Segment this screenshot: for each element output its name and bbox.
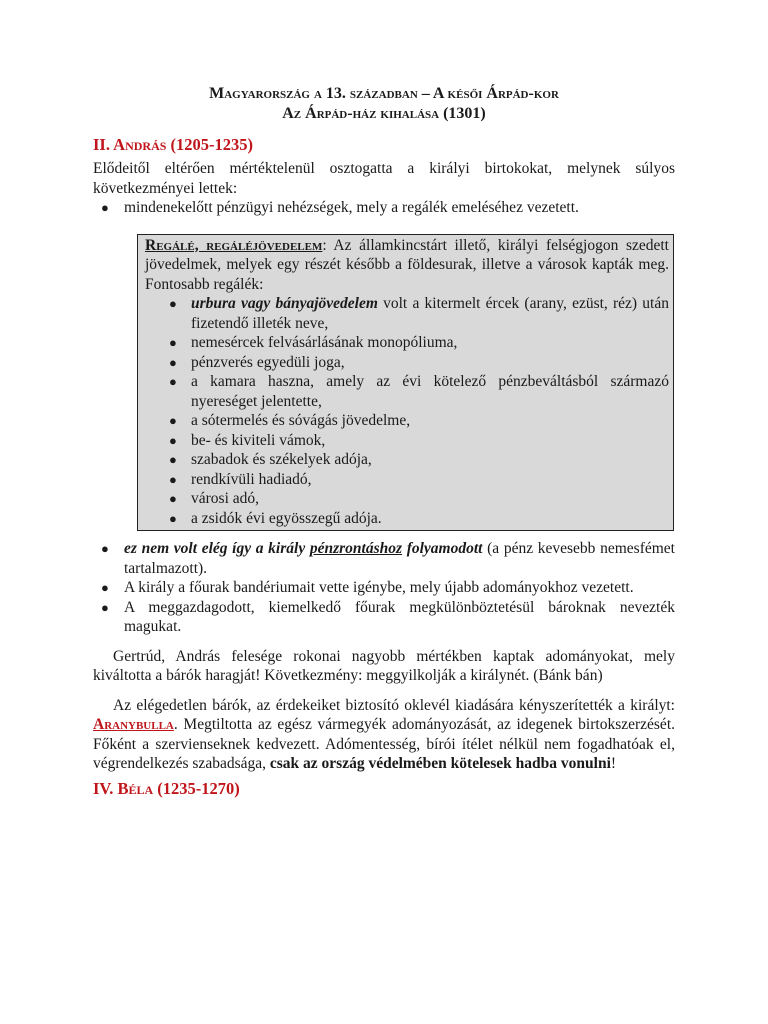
list-item-text: városi adó, [191,490,260,507]
regale-definition-box [137,234,674,532]
bullet-icon: ● [169,413,177,428]
list-item [145,411,669,431]
list-item [145,431,669,451]
list-item [145,489,669,509]
list-item [145,353,669,373]
urbura-text: volt a kitermelt ércek (arany, ezüst, réz) után fizetendő illeték neve, [191,295,669,332]
bullet-icon: ● [101,599,109,615]
regale-term: Regálé, regáléjövedelem [145,236,323,254]
regale-text: : Az államkincstárt illető, királyi felségjogon szedett jövedelmek, melyek egy részét később a földesurak, illetve a városok kapták meg. Fontosabb regálék: [145,236,669,293]
penzrontas-note: (a pénz kevesebb nemesfémet tartalmazott). [124,540,675,577]
consequence-list [93,198,675,218]
regale-list [145,294,669,528]
aranybulla-end: ! [610,755,617,772]
list-item-text: rendkívüli hadiadó, [191,470,312,488]
title-line-1: Magyarország a 13. században – A késői Árpád-kor [209,85,559,102]
list-item-text: A meggazdagodott, kiemelkedő főurak megkülönböztetésül bároknak nevezték magukat. [124,598,675,635]
list-item [93,539,675,578]
bullet-icon: ● [169,491,177,506]
list-item [145,294,669,333]
aranybulla-paragraph [93,696,675,774]
bullet-icon: ● [169,335,177,350]
list-item [93,598,675,637]
section-heading-bela: IV. Béla (1235-1270) [93,778,240,798]
intro-paragraph: Elődeitől eltérően mértéktelenül osztogatta a királyi birtokokat, melynek súlyos következményei lettek: [93,160,675,197]
list-item [93,198,675,218]
aranybulla-text: . Megtiltotta az egész vármegyék adományozását, az idegenek birtokszerzését. Főként a szervienseknek kedvezett. Adómentesség, bírói ítélet nélkül nem fogadhatóak el, végrendelkezés szabadsága, [93,716,675,772]
penzrontas-term: pénzrontáshoz [309,540,403,557]
list-item [145,509,669,529]
bullet-icon: ● [169,296,177,311]
list-item-text: pénzverés egyedüli joga, [191,353,345,371]
bullet-icon: ● [101,541,109,556]
bullet-icon: ● [169,510,177,526]
consequence-list-2 [93,539,675,637]
list-item [145,450,669,470]
list-item-text: mindenekelőtt pénzügyi nehézségek, mely a regálék emeléséhez vezetett. [124,199,579,216]
bullet-icon: ● [169,452,177,467]
list-item-text: a kamara haszna, amely az évi kötelező pénzbeváltásból származó nyereséget jelentette, [191,373,669,410]
list-item [145,333,669,353]
bullet-icon: ● [101,200,109,215]
gertrud-paragraph: Gertrúd, András felesége rokonai nagyobb mértékben kaptak adományokat, mely kiváltotta a bárók haragját! Következmény: meggyilkolják a királynét. (Bánk bán) [93,647,675,684]
bullet-icon: ● [101,580,109,595]
bullet-icon: ● [169,354,177,370]
title-line-2: Az Árpád-ház kihalása (1301) [282,105,486,122]
bullet-icon: ● [169,432,177,448]
urbura-term: urbura vagy bányajövedelem [191,295,378,312]
aranybulla-lead: Az elégedetlen bárók, az érdekeiket biztosító oklevél kiadására kényszerítették a királyt: [113,696,675,714]
list-item [145,372,669,411]
aranybulla-bold: csak az ország védelmében kötelesek hadba vonulni [269,755,611,772]
list-item-text: szabadok és székelyek adója, [191,451,372,468]
bullet-icon: ● [169,471,177,487]
list-item-text: be- és kiviteli vámok, [191,431,326,449]
list-item-text: A király a főurak bandériumait vette igénybe, mely újabb adományokhoz vezetett. [124,579,634,596]
list-item-text: a sótermelés és sóvágás jövedelme, [191,412,411,429]
list-item [145,470,669,490]
penzrontas-lead: ez nem volt elég így a király [124,540,310,557]
list-item-text: nemesércek felvásárlásának monopóliuma, [191,334,458,351]
penzrontas-verb: folyamodott [402,540,483,557]
section-heading-andras: II. András (1205-1235) [93,135,254,154]
aranybulla-link[interactable]: Aranybulla [93,716,174,733]
list-item [93,578,675,598]
bullet-icon: ● [169,374,177,389]
document-content [93,84,675,799]
regale-definition [145,236,669,295]
list-item-text: a zsidók évi egyösszegű adója. [191,509,382,527]
